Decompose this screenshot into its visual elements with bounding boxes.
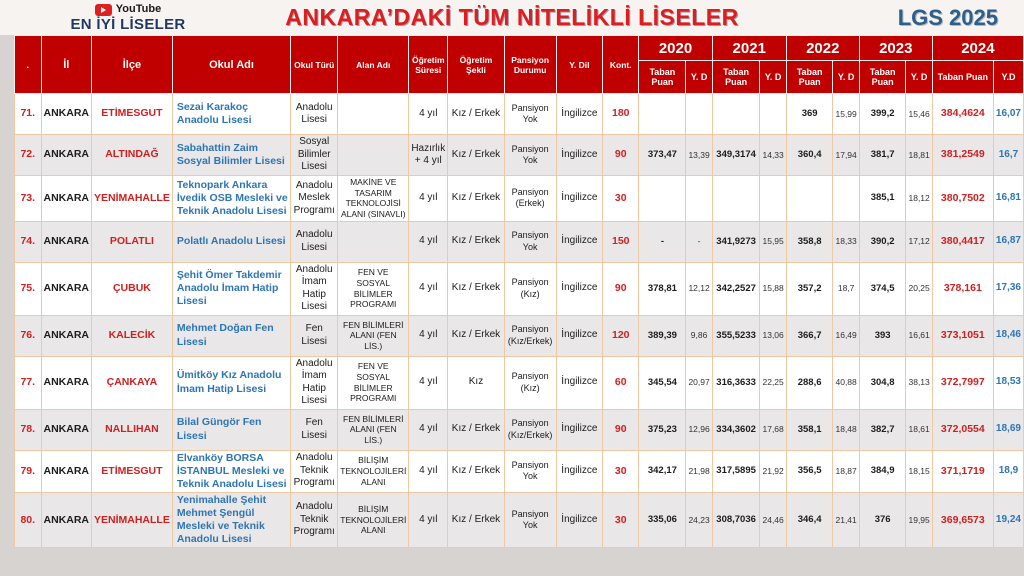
exam-badge: LGS 2025 <box>897 5 998 30</box>
cell-taban-score: 381,2549 <box>932 135 993 176</box>
cell-kont: 150 <box>603 221 639 262</box>
cell-sure: 4 yıl <box>409 176 448 222</box>
cell-taban-score: 369,6573 <box>932 492 993 548</box>
cell-okul: Teknopark Ankara İvedik OSB Mesleki ve Teknik Anadolu Lisesi <box>172 176 290 222</box>
cell-dil: İngilizce <box>556 94 603 135</box>
year-header-2023: 2023 <box>859 36 932 61</box>
cell-taban-score: 375,23 <box>639 409 686 450</box>
cell-taban-score: - <box>639 221 686 262</box>
cell-il: ANKARA <box>41 221 92 262</box>
cell-no: 76. <box>15 315 42 356</box>
cell-ilce: NALLIHAN <box>92 409 173 450</box>
cell-sure: 4 yıl <box>409 221 448 262</box>
channel-name: EN İYİ LİSELER <box>70 15 186 33</box>
cell-alan <box>338 94 409 135</box>
subheader-taban-2023: Taban Puan <box>859 61 906 94</box>
cell-sure: Hazırlık + 4 yıl <box>409 135 448 176</box>
cell-pans: Pansiyon Yok <box>504 221 556 262</box>
cell-yd-score: 22,25 <box>760 356 786 409</box>
cell-taban-score: 380,4417 <box>932 221 993 262</box>
cell-yd-score: 40,88 <box>833 356 859 409</box>
cell-taban-score: 384,4624 <box>932 94 993 135</box>
subheader-taban-2024: Taban Puan <box>932 61 993 94</box>
cell-taban-score: 360,4 <box>786 135 833 176</box>
cell-yd-score: 18,33 <box>833 221 859 262</box>
cell-tur: Anadolu İmam Hatip Lisesi <box>291 356 338 409</box>
cell-tur: Anadolu İmam Hatip Lisesi <box>291 262 338 315</box>
cell-ilce: ÇUBUK <box>92 262 173 315</box>
cell-sekil: Kız / Erkek <box>448 135 505 176</box>
cell-taban-score: 373,1051 <box>932 315 993 356</box>
cell-taban-score: 288,6 <box>786 356 833 409</box>
table-row <box>15 409 1024 450</box>
subheader-taban-2021: Taban Puan <box>712 61 760 94</box>
cell-kont: 180 <box>603 94 639 135</box>
cell-sure: 4 yıl <box>409 315 448 356</box>
cell-dil: İngilizce <box>556 315 603 356</box>
cell-alan: BİLİŞİM TEKNOLOJİLERİ ALANI <box>338 450 409 492</box>
cell-no: 78. <box>15 409 42 450</box>
cell-tur: Anadolu Teknik Programı <box>291 450 338 492</box>
cell-yd-score: 20,97 <box>686 356 712 409</box>
cell-dil: İngilizce <box>556 262 603 315</box>
cell-tur: Fen Lisesi <box>291 315 338 356</box>
cell-yd-score <box>760 94 786 135</box>
cell-yd-score: 18,81 <box>906 135 932 176</box>
cell-okul: Şehit Ömer Takdemir Anadolu İmam Hatip Lisesi <box>172 262 290 315</box>
cell-kont: 30 <box>603 176 639 222</box>
cell-taban-score: 380,7502 <box>932 176 993 222</box>
cell-taban-score: 342,17 <box>639 450 686 492</box>
cell-yd-score: 17,12 <box>906 221 932 262</box>
channel-logo <box>58 4 198 32</box>
col-header-sekil: Öğretim Şekli <box>448 36 505 94</box>
cell-tur: Anadolu Lisesi <box>291 221 338 262</box>
cell-taban-score: 358,1 <box>786 409 833 450</box>
schools-table <box>14 35 1024 548</box>
cell-taban-score: 369 <box>786 94 833 135</box>
cell-yd-score: 17,94 <box>833 135 859 176</box>
cell-taban-score: 385,1 <box>859 176 906 222</box>
cell-okul: Elvanköy BORSA İSTANBUL Mesleki ve Teknik Anadolu Lisesi <box>172 450 290 492</box>
cell-sekil: Kız / Erkek <box>448 315 505 356</box>
cell-taban-score: 393 <box>859 315 906 356</box>
cell-taban-score: 384,9 <box>859 450 906 492</box>
cell-taban-score: 373,47 <box>639 135 686 176</box>
cell-kont: 90 <box>603 135 639 176</box>
cell-yd-score: 18,48 <box>833 409 859 450</box>
cell-pans: Pansiyon (Kız/Erkek) <box>504 409 556 450</box>
table-row <box>15 221 1024 262</box>
cell-alan <box>338 135 409 176</box>
cell-okul: Bilal Güngör Fen Lisesi <box>172 409 290 450</box>
cell-alan: BİLİŞİM TEKNOLOJİLERİ ALANI <box>338 492 409 548</box>
cell-yd-score <box>833 176 859 222</box>
cell-taban-score: 308,7036 <box>712 492 760 548</box>
cell-kont: 120 <box>603 315 639 356</box>
subheader-taban-2020: Taban Puan <box>639 61 686 94</box>
cell-dil: İngilizce <box>556 135 603 176</box>
cell-sure: 4 yıl <box>409 94 448 135</box>
cell-okul: Polatlı Anadolu Lisesi <box>172 221 290 262</box>
cell-dil: İngilizce <box>556 492 603 548</box>
cell-yd-score: 12,12 <box>686 262 712 315</box>
cell-taban-score: 357,2 <box>786 262 833 315</box>
col-header-dil: Y. Dil <box>556 36 603 94</box>
youtube-label: YouTube <box>115 3 162 15</box>
subheader-yd-2022: Y. D <box>833 61 859 94</box>
cell-pans: Pansiyon Yok <box>504 450 556 492</box>
cell-ilce: ETİMESGUT <box>92 450 173 492</box>
year-header-2022: 2022 <box>786 36 859 61</box>
cell-no: 73. <box>15 176 42 222</box>
cell-taban-score: 304,8 <box>859 356 906 409</box>
cell-il: ANKARA <box>41 409 92 450</box>
cell-yd-score: 16,07 <box>993 94 1023 135</box>
subheader-taban-2022: Taban Puan <box>786 61 833 94</box>
cell-yd-score: 15,46 <box>906 94 932 135</box>
cell-yd-score: 21,41 <box>833 492 859 548</box>
cell-yd-score: 18,69 <box>993 409 1023 450</box>
cell-yd-score: 16,7 <box>993 135 1023 176</box>
youtube-play-icon <box>95 4 112 16</box>
cell-yd-score: 18,46 <box>993 315 1023 356</box>
col-header-tur: Okul Türü <box>291 36 338 94</box>
cell-taban-score <box>639 176 686 222</box>
cell-taban-score: 358,8 <box>786 221 833 262</box>
cell-tur: Anadolu Lisesi <box>291 94 338 135</box>
cell-yd-score: 16,49 <box>833 315 859 356</box>
cell-yd-score: 19,95 <box>906 492 932 548</box>
subheader-yd-2021: Y. D <box>760 61 786 94</box>
table-row <box>15 262 1024 315</box>
cell-yd-score: 15,88 <box>760 262 786 315</box>
cell-yd-score: 12,96 <box>686 409 712 450</box>
cell-no: 71. <box>15 94 42 135</box>
cell-pans: Pansiyon (Erkek) <box>504 176 556 222</box>
cell-pans: Pansiyon (Kız) <box>504 356 556 409</box>
cell-il: ANKARA <box>41 135 92 176</box>
cell-alan <box>338 221 409 262</box>
cell-taban-score <box>639 94 686 135</box>
cell-taban-score: 349,3174 <box>712 135 760 176</box>
cell-sekil: Kız / Erkek <box>448 450 505 492</box>
cell-sekil: Kız / Erkek <box>448 409 505 450</box>
cell-yd-score: 13,06 <box>760 315 786 356</box>
cell-taban-score: 316,3633 <box>712 356 760 409</box>
cell-tur: Anadolu Teknik Programı <box>291 492 338 548</box>
cell-yd-score: 18,12 <box>906 176 932 222</box>
table-row <box>15 450 1024 492</box>
cell-tur: Sosyal Bilimler Lisesi <box>291 135 338 176</box>
cell-taban-score <box>786 176 833 222</box>
cell-taban-score: 382,7 <box>859 409 906 450</box>
cell-taban-score: 371,1719 <box>932 450 993 492</box>
subheader-yd-2024: Y.D <box>993 61 1023 94</box>
cell-sekil: Kız / Erkek <box>448 262 505 315</box>
cell-taban-score: 346,4 <box>786 492 833 548</box>
cell-alan: FEN BİLİMLERİ ALANI (FEN LİS.) <box>338 409 409 450</box>
cell-taban-score: 317,5895 <box>712 450 760 492</box>
cell-taban-score: 374,5 <box>859 262 906 315</box>
cell-taban-score: 366,7 <box>786 315 833 356</box>
col-header-pansiyon: Pansiyon Durumu <box>504 36 556 94</box>
cell-pans: Pansiyon (Kız) <box>504 262 556 315</box>
cell-il: ANKARA <box>41 492 92 548</box>
cell-alan: MAKİNE VE TASARIM TEKNOLOJİSİ ALANI (SINAVLI) <box>338 176 409 222</box>
cell-taban-score: 334,3602 <box>712 409 760 450</box>
cell-sure: 4 yıl <box>409 409 448 450</box>
cell-taban-score <box>712 176 760 222</box>
cell-yd-score: 18,61 <box>906 409 932 450</box>
cell-no: 75. <box>15 262 42 315</box>
table-row <box>15 135 1024 176</box>
cell-il: ANKARA <box>41 94 92 135</box>
cell-yd-score: 20,25 <box>906 262 932 315</box>
cell-no: 74. <box>15 221 42 262</box>
cell-no: 80. <box>15 492 42 548</box>
cell-yd-score: 18,15 <box>906 450 932 492</box>
cell-ilce: ALTINDAĞ <box>92 135 173 176</box>
cell-taban-score: 342,2527 <box>712 262 760 315</box>
year-header-2024: 2024 <box>932 36 1023 61</box>
subheader-yd-2023: Y. D <box>906 61 932 94</box>
subheader-yd-2020: Y. D <box>686 61 712 94</box>
cell-taban-score: 372,7997 <box>932 356 993 409</box>
cell-okul: Sabahattin Zaim Sosyal Bilimler Lisesi <box>172 135 290 176</box>
youtube-brand <box>58 4 198 16</box>
table-row <box>15 315 1024 356</box>
cell-taban-score: 390,2 <box>859 221 906 262</box>
cell-taban-score: 381,7 <box>859 135 906 176</box>
cell-yd-score: 21,98 <box>686 450 712 492</box>
table-row <box>15 176 1024 222</box>
table-header <box>15 36 1024 94</box>
cell-kont: 90 <box>603 409 639 450</box>
top-bar <box>0 0 1024 35</box>
col-header-okul: Okul Adı <box>172 36 290 94</box>
cell-no: 77. <box>15 356 42 409</box>
cell-no: 72. <box>15 135 42 176</box>
cell-sure: 4 yıl <box>409 262 448 315</box>
cell-alan: FEN VE SOSYAL BİLİMLER PROGRAMI <box>338 356 409 409</box>
cell-yd-score: 16,81 <box>993 176 1023 222</box>
cell-okul: Sezai Karakoç Anadolu Lisesi <box>172 94 290 135</box>
cell-il: ANKARA <box>41 176 92 222</box>
cell-taban-score: 372,0554 <box>932 409 993 450</box>
cell-ilce: YENİMAHALLE <box>92 176 173 222</box>
cell-il: ANKARA <box>41 450 92 492</box>
cell-yd-score: 16,87 <box>993 221 1023 262</box>
cell-sure: 4 yıl <box>409 492 448 548</box>
table-row <box>15 356 1024 409</box>
col-header-alan: Alan Adı <box>338 36 409 94</box>
col-header-no: . <box>15 36 42 94</box>
cell-ilce: ETİMESGUT <box>92 94 173 135</box>
cell-sure: 4 yıl <box>409 450 448 492</box>
year-header-2021: 2021 <box>712 36 786 61</box>
cell-yd-score: 17,68 <box>760 409 786 450</box>
cell-ilce: ÇANKAYA <box>92 356 173 409</box>
cell-il: ANKARA <box>41 262 92 315</box>
cell-pans: Pansiyon Yok <box>504 492 556 548</box>
col-header-il: İl <box>41 36 92 94</box>
cell-okul: Ümitköy Kız Anadolu İmam Hatip Lisesi <box>172 356 290 409</box>
cell-kont: 30 <box>603 492 639 548</box>
cell-yd-score <box>686 94 712 135</box>
cell-yd-score: 18,53 <box>993 356 1023 409</box>
cell-sekil: Kız / Erkek <box>448 221 505 262</box>
cell-sekil: Kız <box>448 356 505 409</box>
cell-sure: 4 yıl <box>409 356 448 409</box>
cell-yd-score: - <box>686 221 712 262</box>
cell-yd-score: 14,33 <box>760 135 786 176</box>
cell-alan: FEN BİLİMLERİ ALANI (FEN LİS.) <box>338 315 409 356</box>
cell-dil: İngilizce <box>556 176 603 222</box>
cell-il: ANKARA <box>41 315 92 356</box>
cell-taban-score <box>712 94 760 135</box>
cell-yd-score <box>686 176 712 222</box>
table-body <box>15 94 1024 548</box>
cell-taban-score: 341,9273 <box>712 221 760 262</box>
cell-yd-score: 38,13 <box>906 356 932 409</box>
cell-yd-score <box>760 176 786 222</box>
cell-okul: Mehmet Doğan Fen Lisesi <box>172 315 290 356</box>
cell-yd-score: 15,99 <box>833 94 859 135</box>
cell-yd-score: 9,86 <box>686 315 712 356</box>
cell-sekil: Kız / Erkek <box>448 94 505 135</box>
cell-yd-score: 18,87 <box>833 450 859 492</box>
cell-taban-score: 399,2 <box>859 94 906 135</box>
cell-taban-score: 389,39 <box>639 315 686 356</box>
cell-kont: 30 <box>603 450 639 492</box>
cell-kont: 90 <box>603 262 639 315</box>
cell-ilce: POLATLI <box>92 221 173 262</box>
cell-kont: 60 <box>603 356 639 409</box>
cell-dil: İngilizce <box>556 450 603 492</box>
cell-ilce: KALECİK <box>92 315 173 356</box>
cell-dil: İngilizce <box>556 221 603 262</box>
cell-yd-score: 24,23 <box>686 492 712 548</box>
cell-yd-score: 18,7 <box>833 262 859 315</box>
cell-yd-score: 19,24 <box>993 492 1023 548</box>
page-title: ANKARA’DAKİ TÜM NİTELİKLİ LİSELER <box>285 4 739 30</box>
cell-il: ANKARA <box>41 356 92 409</box>
cell-ilce: YENİMAHALLE <box>92 492 173 548</box>
cell-yd-score: 15,95 <box>760 221 786 262</box>
table-row <box>15 94 1024 135</box>
cell-pans: Pansiyon (Kız/Erkek) <box>504 315 556 356</box>
cell-yd-score: 16,61 <box>906 315 932 356</box>
cell-taban-score: 335,06 <box>639 492 686 548</box>
table-row <box>15 492 1024 548</box>
cell-sekil: Kız / Erkek <box>448 492 505 548</box>
cell-dil: İngilizce <box>556 356 603 409</box>
cell-pans: Pansiyon Yok <box>504 135 556 176</box>
cell-tur: Fen Lisesi <box>291 409 338 450</box>
cell-taban-score: 345,54 <box>639 356 686 409</box>
cell-tur: Anadolu Meslek Programı <box>291 176 338 222</box>
cell-okul: Yenimahalle Şehit Mehmet Şengül Mesleki ve Teknik Anadolu Lisesi <box>172 492 290 548</box>
cell-sekil: Kız / Erkek <box>448 176 505 222</box>
cell-dil: İngilizce <box>556 409 603 450</box>
year-header-2020: 2020 <box>639 36 712 61</box>
cell-taban-score: 355,5233 <box>712 315 760 356</box>
cell-taban-score: 378,161 <box>932 262 993 315</box>
cell-yd-score: 17,36 <box>993 262 1023 315</box>
cell-taban-score: 376 <box>859 492 906 548</box>
col-header-ilce: İlçe <box>92 36 173 94</box>
cell-taban-score: 378,81 <box>639 262 686 315</box>
cell-yd-score: 21,92 <box>760 450 786 492</box>
col-header-kont: Kont. <box>603 36 639 94</box>
cell-pans: Pansiyon Yok <box>504 94 556 135</box>
cell-yd-score: 24,46 <box>760 492 786 548</box>
cell-yd-score: 18,9 <box>993 450 1023 492</box>
col-header-sure: Öğretim Süresi <box>409 36 448 94</box>
cell-no: 79. <box>15 450 42 492</box>
cell-taban-score: 356,5 <box>786 450 833 492</box>
cell-alan: FEN VE SOSYAL BİLİMLER PROGRAMI <box>338 262 409 315</box>
cell-yd-score: 13,39 <box>686 135 712 176</box>
